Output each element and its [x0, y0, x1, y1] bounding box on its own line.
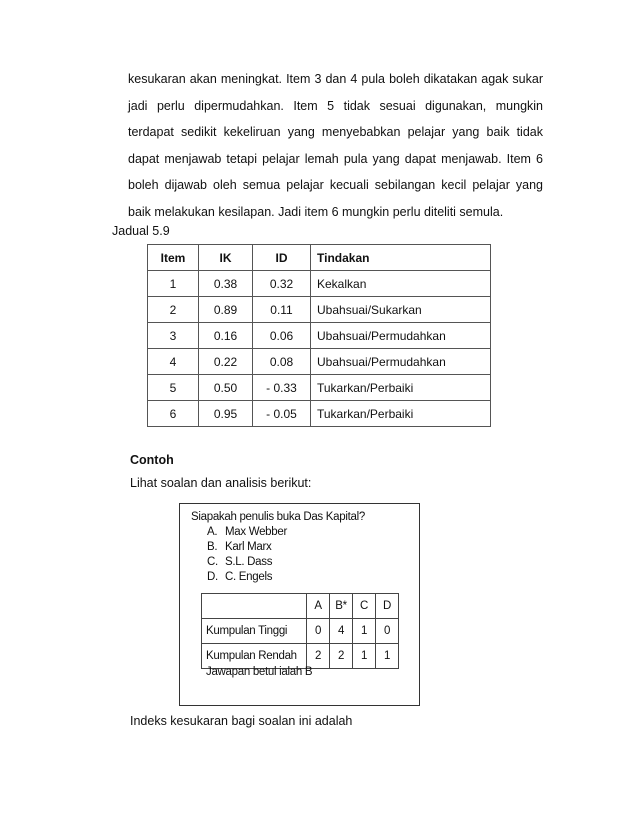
table-cell: 2	[307, 644, 330, 669]
table-cell: - 0.33	[253, 375, 311, 401]
answer-option	[207, 525, 287, 540]
column-header: ID	[253, 245, 311, 271]
option-letter: C.	[207, 556, 218, 568]
table-cell: Ubahsuai/Permudahkan	[311, 323, 491, 349]
table-header-row	[148, 245, 491, 271]
answer-options	[207, 525, 287, 585]
table-row	[202, 644, 399, 669]
option-text: C. Engels	[225, 571, 273, 583]
body-paragraph	[128, 66, 543, 225]
table-cell: Kumpulan Rendah	[202, 644, 307, 669]
column-header: Item	[148, 245, 199, 271]
table-cell: 3	[148, 323, 199, 349]
table-cell: 0.50	[199, 375, 253, 401]
paragraph-line: baik melakukan kesilapan. Jadi item 6 mungkin perlu diteliti semula.	[128, 204, 504, 219]
table-row	[148, 349, 491, 375]
table-cell: Tukarkan/Perbaiki	[311, 401, 491, 427]
option-text: S.L. Dass	[225, 556, 273, 568]
table-cell: 0.22	[199, 349, 253, 375]
answer-note: Jawapan betul ialah B	[206, 666, 313, 678]
table-cell: 0.06	[253, 323, 311, 349]
table-cell: 0.16	[199, 323, 253, 349]
table-cell: Tukarkan/Perbaiki	[311, 375, 491, 401]
column-header	[202, 594, 307, 619]
table-row	[148, 323, 491, 349]
response-analysis-table	[201, 593, 399, 669]
table-caption: Jadual 5.9	[112, 224, 170, 238]
table-cell: 5	[148, 375, 199, 401]
paragraph-line: terdapat sedikit kekeliruan yang menyebabkan pelajar yang baik tidak	[128, 125, 543, 139]
table-row	[148, 401, 491, 427]
option-text: Karl Marx	[225, 541, 272, 553]
table-cell: 1	[353, 619, 376, 644]
table-cell: 0.11	[253, 297, 311, 323]
column-header: A	[307, 594, 330, 619]
table-cell: 4	[330, 619, 353, 644]
option-letter: B.	[207, 541, 218, 553]
table-cell: 0.38	[199, 271, 253, 297]
table-cell: Ubahsuai/Permudahkan	[311, 349, 491, 375]
example-heading: Contoh	[130, 453, 174, 467]
option-text: Max Webber	[225, 526, 287, 538]
table-row	[148, 271, 491, 297]
paragraph-line: jadi perlu dipermudahkan. Item 5 tidak sesuai digunakan, mungkin	[128, 98, 543, 113]
example-intro: Lihat soalan dan analisis berikut:	[130, 476, 312, 490]
option-letter: D.	[207, 571, 218, 583]
table-cell: 0	[307, 619, 330, 644]
table-cell: Kekalkan	[311, 271, 491, 297]
table-cell: 2	[330, 644, 353, 669]
example-question-box	[179, 503, 420, 706]
question-text: Siapakah penulis buka Das Kapital?	[191, 511, 365, 523]
option-letter: A.	[207, 526, 218, 538]
table-row	[202, 619, 399, 644]
column-header: IK	[199, 245, 253, 271]
table-cell: 1	[353, 644, 376, 669]
paragraph-line: boleh dijawab oleh semua pelajar kecuali sebilangan kecil pelajar yang	[128, 178, 543, 192]
paragraph-line: kesukaran akan meningkat. Item 3 dan 4 pula boleh dikatakan agak sukar	[128, 72, 543, 86]
column-header: B*	[330, 594, 353, 619]
table-cell: 0	[376, 619, 399, 644]
column-header: Tindakan	[311, 245, 491, 271]
table-cell: 0.32	[253, 271, 311, 297]
answer-option	[207, 555, 287, 570]
answer-option	[207, 540, 287, 555]
table-cell: 0.95	[199, 401, 253, 427]
table-cell: Ubahsuai/Sukarkan	[311, 297, 491, 323]
table-cell: - 0.05	[253, 401, 311, 427]
table-cell: Kumpulan Tinggi	[202, 619, 307, 644]
table-cell: 4	[148, 349, 199, 375]
table-cell: 1	[376, 644, 399, 669]
table-row	[148, 297, 491, 323]
paragraph-line: dapat menjawab tetapi pelajar lemah pula yang dapat menjawab. Item 6	[128, 151, 543, 166]
table-cell: 6	[148, 401, 199, 427]
answer-option	[207, 570, 287, 585]
column-header: D	[376, 594, 399, 619]
table-cell: 1	[148, 271, 199, 297]
table-header-row	[202, 594, 399, 619]
closing-text: Indeks kesukaran bagi soalan ini adalah	[130, 714, 353, 728]
table-row	[148, 375, 491, 401]
column-header: C	[353, 594, 376, 619]
table-cell: 0.08	[253, 349, 311, 375]
item-analysis-table	[147, 244, 491, 427]
table-cell: 0.89	[199, 297, 253, 323]
table-cell: 2	[148, 297, 199, 323]
